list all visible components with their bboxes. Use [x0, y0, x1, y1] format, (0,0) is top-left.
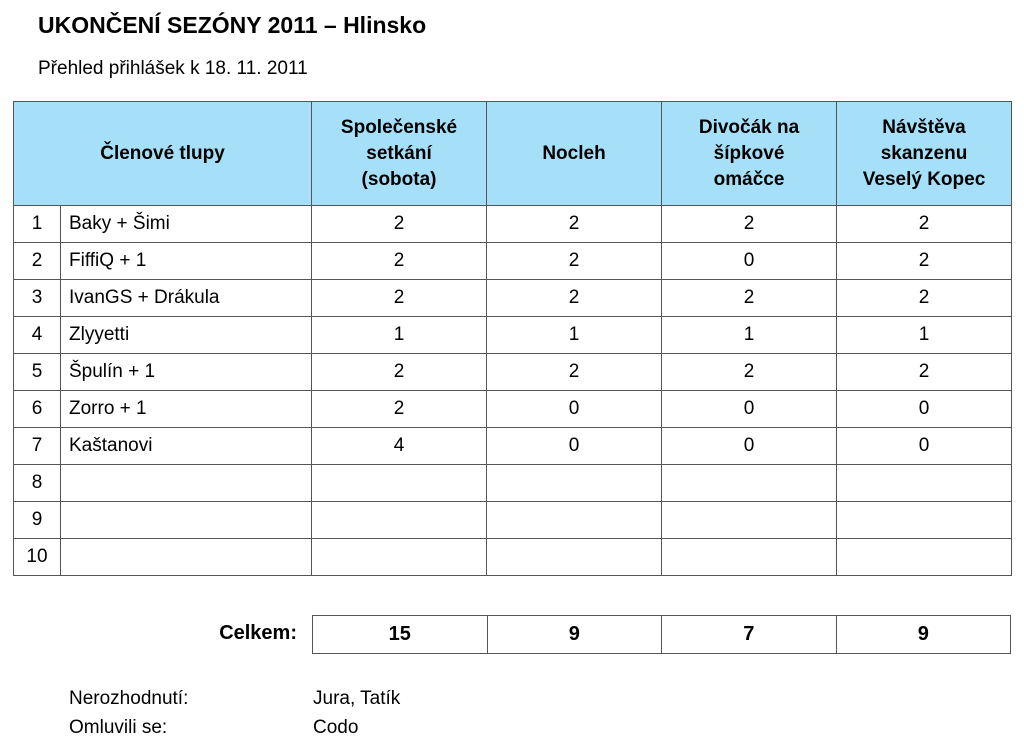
row-number: 2 [14, 243, 61, 280]
lodging-count: 1 [487, 317, 662, 354]
boar-count [662, 539, 837, 576]
header-boar-text: Divočák na šípkové omáčce [698, 116, 800, 190]
social-count [312, 465, 487, 502]
row-number: 5 [14, 354, 61, 391]
row-number: 4 [14, 317, 61, 354]
header-social-text: Společenské setkání (sobota) [340, 116, 458, 190]
member-name: Zorro + 1 [61, 391, 312, 428]
member-name: Špulín + 1 [61, 354, 312, 391]
lodging-count: 2 [487, 206, 662, 243]
boar-count [662, 465, 837, 502]
lodging-count [487, 539, 662, 576]
row-number: 8 [14, 465, 61, 502]
boar-count: 0 [662, 428, 837, 465]
table-row [14, 428, 1012, 465]
social-count: 1 [312, 317, 487, 354]
social-count [312, 539, 487, 576]
skanzen-count [837, 465, 1012, 502]
skanzen-count: 0 [837, 391, 1012, 428]
boar-count: 2 [662, 280, 837, 317]
totals-label: Celkem: [219, 622, 297, 644]
member-name: Kaštanovi [61, 428, 312, 465]
boar-count: 0 [662, 391, 837, 428]
header-skanzen-text: Návštěva skanzenu Veselý Kopec [862, 116, 986, 190]
lodging-count [487, 465, 662, 502]
header-members: Členové tlupy [14, 102, 312, 206]
boar-count [662, 502, 837, 539]
social-count [312, 502, 487, 539]
member-name: Baky + Šimi [61, 206, 312, 243]
social-count: 2 [312, 354, 487, 391]
lodging-count: 2 [487, 354, 662, 391]
row-number: 1 [14, 206, 61, 243]
table-row [14, 502, 1012, 539]
lodging-count: 0 [487, 391, 662, 428]
boar-count: 0 [662, 243, 837, 280]
table-row [14, 539, 1012, 576]
total-boar: 7 [662, 616, 837, 654]
page-subtitle: Přehled přihlášek k 18. 11. 2011 [38, 58, 308, 79]
member-name [61, 502, 312, 539]
table-row [14, 317, 1012, 354]
member-name: Zlyyetti [61, 317, 312, 354]
registrations-table [13, 101, 1012, 576]
social-count: 4 [312, 428, 487, 465]
skanzen-count: 2 [837, 206, 1012, 243]
skanzen-count [837, 502, 1012, 539]
row-number: 7 [14, 428, 61, 465]
lodging-count: 2 [487, 280, 662, 317]
skanzen-count: 1 [837, 317, 1012, 354]
lodging-count: 2 [487, 243, 662, 280]
skanzen-count: 2 [837, 354, 1012, 391]
lodging-count [487, 502, 662, 539]
social-count: 2 [312, 391, 487, 428]
table-row [14, 206, 1012, 243]
member-name [61, 539, 312, 576]
boar-count: 2 [662, 354, 837, 391]
note-excused [69, 713, 400, 742]
skanzen-count: 0 [837, 428, 1012, 465]
member-name: FiffiQ + 1 [61, 243, 312, 280]
totals-table [312, 615, 1011, 654]
total-skanzen: 9 [836, 616, 1011, 654]
row-number: 10 [14, 539, 61, 576]
boar-count: 2 [662, 206, 837, 243]
notes [69, 684, 400, 742]
table-row [14, 243, 1012, 280]
page-title: UKONČENÍ SEZÓNY 2011 – Hlinsko [38, 12, 427, 38]
boar-count: 1 [662, 317, 837, 354]
table-row [14, 391, 1012, 428]
total-social: 15 [313, 616, 488, 654]
row-number: 6 [14, 391, 61, 428]
member-name: IvanGS + Drákula [61, 280, 312, 317]
skanzen-count [837, 539, 1012, 576]
header-boar [662, 102, 837, 206]
lodging-count: 0 [487, 428, 662, 465]
member-name [61, 465, 312, 502]
row-number: 9 [14, 502, 61, 539]
excused-value: Codo [313, 716, 359, 738]
table-row [14, 354, 1012, 391]
header-row [14, 102, 1012, 206]
undecided-value: Jura, Tatík [313, 687, 401, 709]
total-lodging: 9 [487, 616, 662, 654]
header-skanzen [837, 102, 1012, 206]
header-social [312, 102, 487, 206]
skanzen-count: 2 [837, 243, 1012, 280]
header-lodging: Nocleh [487, 102, 662, 206]
excused-label: Omluvili se: [69, 716, 168, 738]
table-row [14, 280, 1012, 317]
social-count: 2 [312, 206, 487, 243]
skanzen-count: 2 [837, 280, 1012, 317]
row-number: 3 [14, 280, 61, 317]
totals-row [313, 616, 1011, 654]
undecided-label: Nerozhodnutí: [69, 687, 189, 709]
note-undecided [69, 684, 400, 713]
social-count: 2 [312, 280, 487, 317]
social-count: 2 [312, 243, 487, 280]
table-row [14, 465, 1012, 502]
